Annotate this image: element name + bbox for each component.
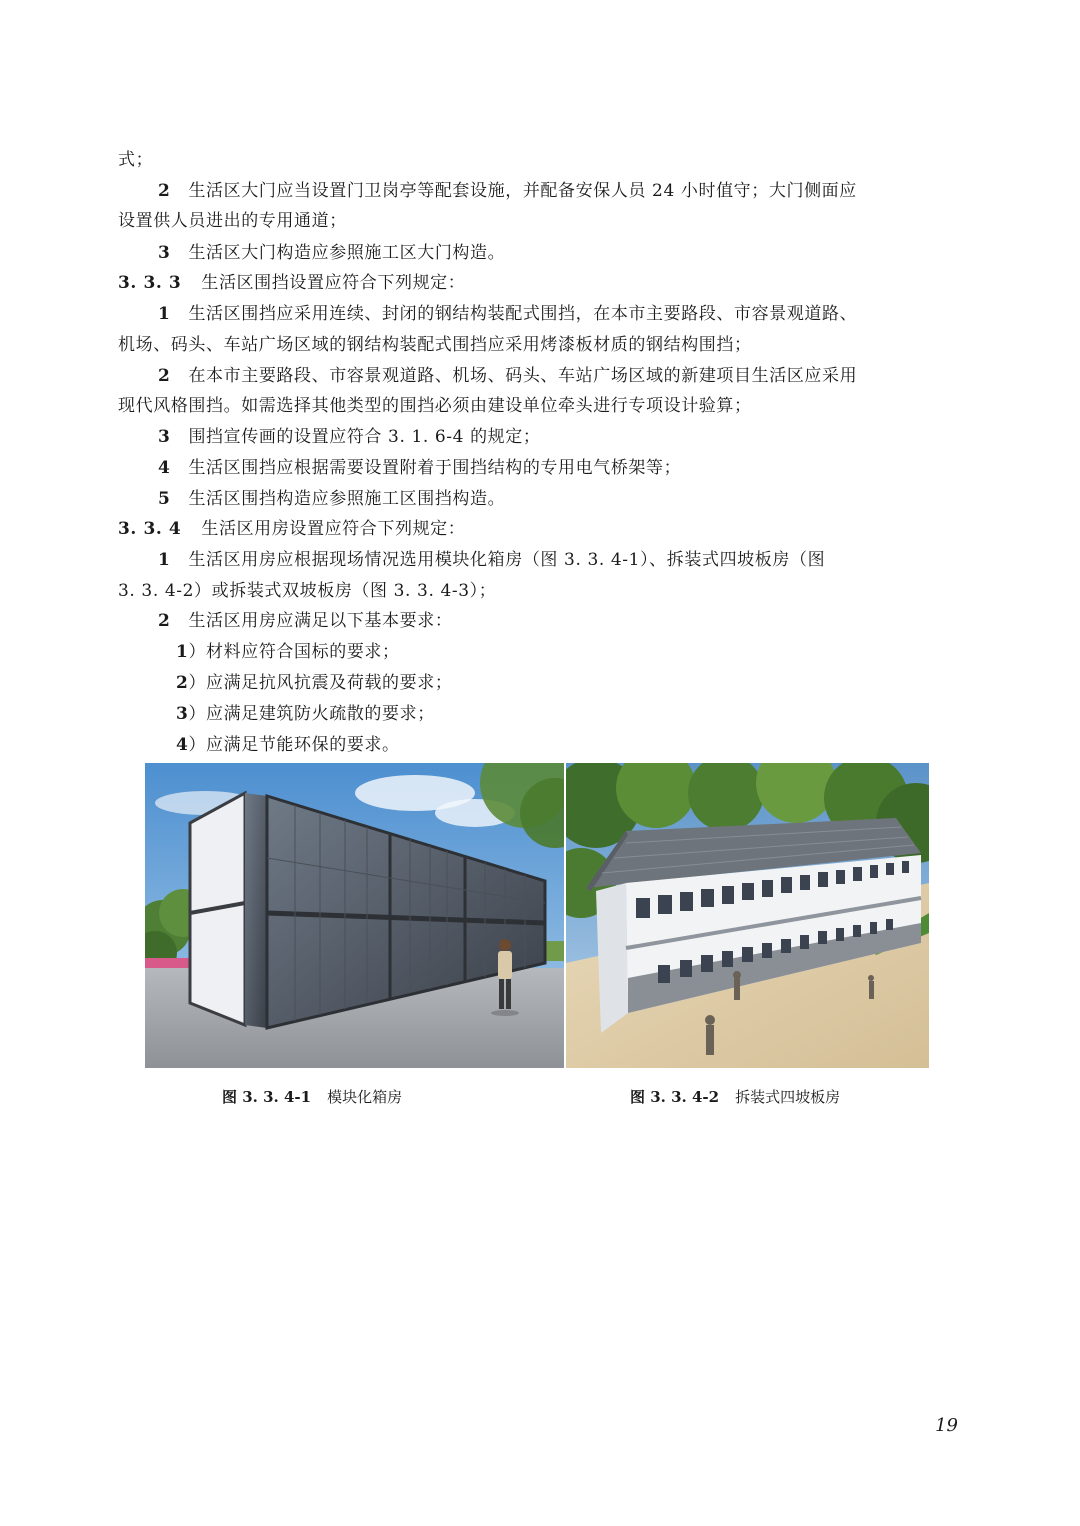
figure-caption: 图 3. 3. 4-2 拆装式四坡板房 xyxy=(630,1088,841,1106)
list-item: 1 生活区用房应根据现场情况选用模块化箱房（图 3. 3. 4-1）、拆装式四坡板房（图 xyxy=(158,550,826,570)
section-number: 3. 3. 4 xyxy=(118,519,182,539)
item-number: 4 xyxy=(158,458,171,478)
sub-item: 1）材料应符合国标的要求； xyxy=(176,642,400,662)
item-number: 1 xyxy=(158,550,171,570)
figure-modular-container-house xyxy=(145,763,564,1068)
figure-four-slope-board-house xyxy=(566,763,929,1068)
list-item: 2 生活区大门应当设置门卫岗亭等配套设施，并配备安保人员 24 小时值守；大门侧面应 xyxy=(158,181,857,201)
item-number: 2 xyxy=(158,611,171,631)
sub-item: 2）应满足抗风抗震及荷载的要求； xyxy=(176,673,453,693)
figure-number: 图 3. 3. 4-1 xyxy=(222,1088,312,1106)
list-item: 2 生活区用房应满足以下基本要求： xyxy=(158,611,453,631)
list-item: 3 生活区大门构造应参照施工区大门构造。 xyxy=(158,243,506,263)
list-item: 5 生活区围挡构造应参照施工区围挡构造。 xyxy=(158,489,506,509)
page-number: 19 xyxy=(935,1415,958,1436)
four-slope-board-house-image xyxy=(566,763,929,1068)
sub-item: 4）应满足节能环保的要求。 xyxy=(176,735,400,755)
text-line: 机场、码头、车站广场区域的钢结构装配式围挡应采用烤漆板材质的钢结构围挡； xyxy=(118,335,752,355)
section-number: 3. 3. 3 xyxy=(118,273,182,293)
text-line: 式； xyxy=(118,150,154,170)
text-line: 现代风格围挡。如需选择其他类型的围挡必须由建设单位牵头进行专项设计验算； xyxy=(118,396,752,416)
text-line: 3. 3. 4-2）或拆装式双坡板房（图 3. 3. 4-3）； xyxy=(118,581,497,601)
item-number: 1 xyxy=(158,304,171,324)
item-number: 2 xyxy=(158,366,171,386)
item-number: 3 xyxy=(158,243,171,263)
modular-container-house-image xyxy=(145,763,564,1068)
figure-number: 图 3. 3. 4-2 xyxy=(630,1088,720,1106)
section-heading: 3. 3. 4 生活区用房设置应符合下列规定： xyxy=(118,519,466,539)
item-number: 5 xyxy=(158,489,171,509)
section-heading: 3. 3. 3 生活区围挡设置应符合下列规定： xyxy=(118,273,466,293)
list-item: 4 生活区围挡应根据需要设置附着于围挡结构的专用电气桥架等； xyxy=(158,458,682,478)
list-item: 2 在本市主要路段、市容景观道路、机场、码头、车站广场区域的新建项目生活区应采用 xyxy=(158,366,858,386)
sub-item: 3）应满足建筑防火疏散的要求； xyxy=(176,704,435,724)
text-line: 设置供人员进出的专用通道； xyxy=(118,211,347,231)
item-number: 2 xyxy=(158,181,171,201)
figure-caption: 图 3. 3. 4-1 模块化箱房 xyxy=(222,1088,403,1106)
item-number: 3 xyxy=(158,427,171,447)
list-item: 1 生活区围挡应采用连续、封闭的钢结构装配式围挡，在本市主要路段、市容景观道路、 xyxy=(158,304,858,324)
list-item: 3 围挡宣传画的设置应符合 3. 1. 6-4 的规定； xyxy=(158,427,541,447)
